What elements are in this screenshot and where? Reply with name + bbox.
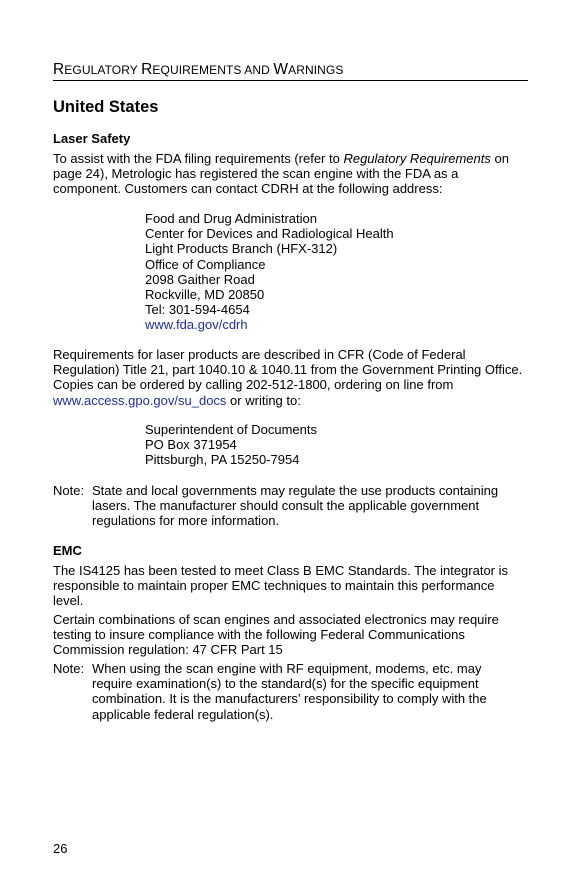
address-line: Center for Devices and Radiological Health (145, 226, 394, 242)
address-line: Office of Compliance (145, 256, 266, 272)
italic-reference: Regulatory Requirements (343, 151, 491, 166)
emc-paragraph-2 (53, 612, 531, 658)
address-line: 2098 Gaither Road (145, 271, 255, 287)
text-line: level. (53, 593, 84, 609)
section-title: United States (53, 98, 159, 116)
text-line: applicable federal regulation(s). (92, 706, 274, 722)
note-label: Note: (53, 483, 85, 498)
emc-heading: EMC (53, 543, 82, 558)
address-line: PO Box 371954 (145, 437, 237, 453)
address-line: Superintendent of Documents (145, 422, 317, 437)
text-line: combination. It is the manufacturers’ responsibility to comply with the (92, 691, 487, 707)
note-text (92, 483, 532, 529)
header-initial-2: R (141, 61, 153, 78)
header-rest-1: EGULATORY (64, 63, 142, 77)
gpo-address-block (145, 422, 317, 468)
header-initial-1: R (53, 61, 65, 78)
text-line: The IS4125 has been tested to meet Class B EMC Standards. The integrator is (53, 563, 509, 578)
laser-requirements-paragraph (53, 347, 531, 408)
fda-address-block (145, 211, 394, 333)
text-line: lasers. The manufacturer should consult the applicable government (92, 498, 480, 514)
fda-website-link[interactable]: www.fda.gov/cdrh (145, 317, 248, 333)
text-line: require examination(s) to the standard(s) for the specific equipment (92, 676, 479, 692)
text-line: Commission regulation: 47 CFR Part 15 (53, 642, 283, 658)
header-rest-3: ARNINGS (288, 63, 344, 77)
text-line: State and local governments may regulate the use products containing (92, 483, 499, 498)
running-header (53, 61, 528, 81)
text-line: To assist with the FDA filing requirements (refer to Regulatory Requirements on (53, 151, 509, 166)
note-label: Note: (53, 661, 85, 676)
text-line: responsible to maintain proper EMC techniques to maintain this performance (53, 578, 495, 594)
page-number: 26 (53, 841, 68, 856)
address-line: Food and Drug Administration (145, 211, 317, 226)
text-line: testing to insure compliance with the following Federal Communications (53, 627, 465, 643)
header-rest-2: EQUIREMENTS AND (152, 63, 274, 77)
text-line: Copies can be ordered by calling 202-512-1800, ordering on line from (53, 377, 454, 393)
emc-paragraph-1 (53, 563, 531, 609)
text-line: Certain combinations of scan engines and associated electronics may require (53, 612, 499, 627)
text-line: page 24), Metrologic has registered the scan engine with the FDA as a (53, 166, 459, 182)
text-line: Regulation) Title 21, part 1040.10 & 1040.11 from the Government Printing Office. (53, 362, 523, 378)
address-line: Light Products Branch (HFX-312) (145, 241, 338, 257)
text-line: component. Customers can contact CDRH at the following address: (53, 181, 443, 197)
laser-intro-paragraph (53, 151, 531, 197)
address-line: Rockville, MD 20850 (145, 287, 265, 303)
address-line: Tel: 301-594-4654 (145, 302, 250, 318)
header-initial-3: W (273, 61, 289, 78)
text-line: regulations for more information. (92, 513, 280, 529)
text-line: When using the scan engine with RF equipment, modems, etc. may (92, 661, 482, 676)
note-text (92, 661, 532, 722)
text-line: www.access.gpo.gov/su_docs or writing to: (53, 392, 301, 408)
laser-safety-heading: Laser Safety (53, 131, 131, 146)
gpo-website-link[interactable]: www.access.gpo.gov/su_docs (53, 392, 227, 408)
address-line: Pittsburgh, PA 15250-7954 (145, 452, 300, 468)
text-line: Requirements for laser products are described in CFR (Code of Federal (53, 347, 466, 362)
